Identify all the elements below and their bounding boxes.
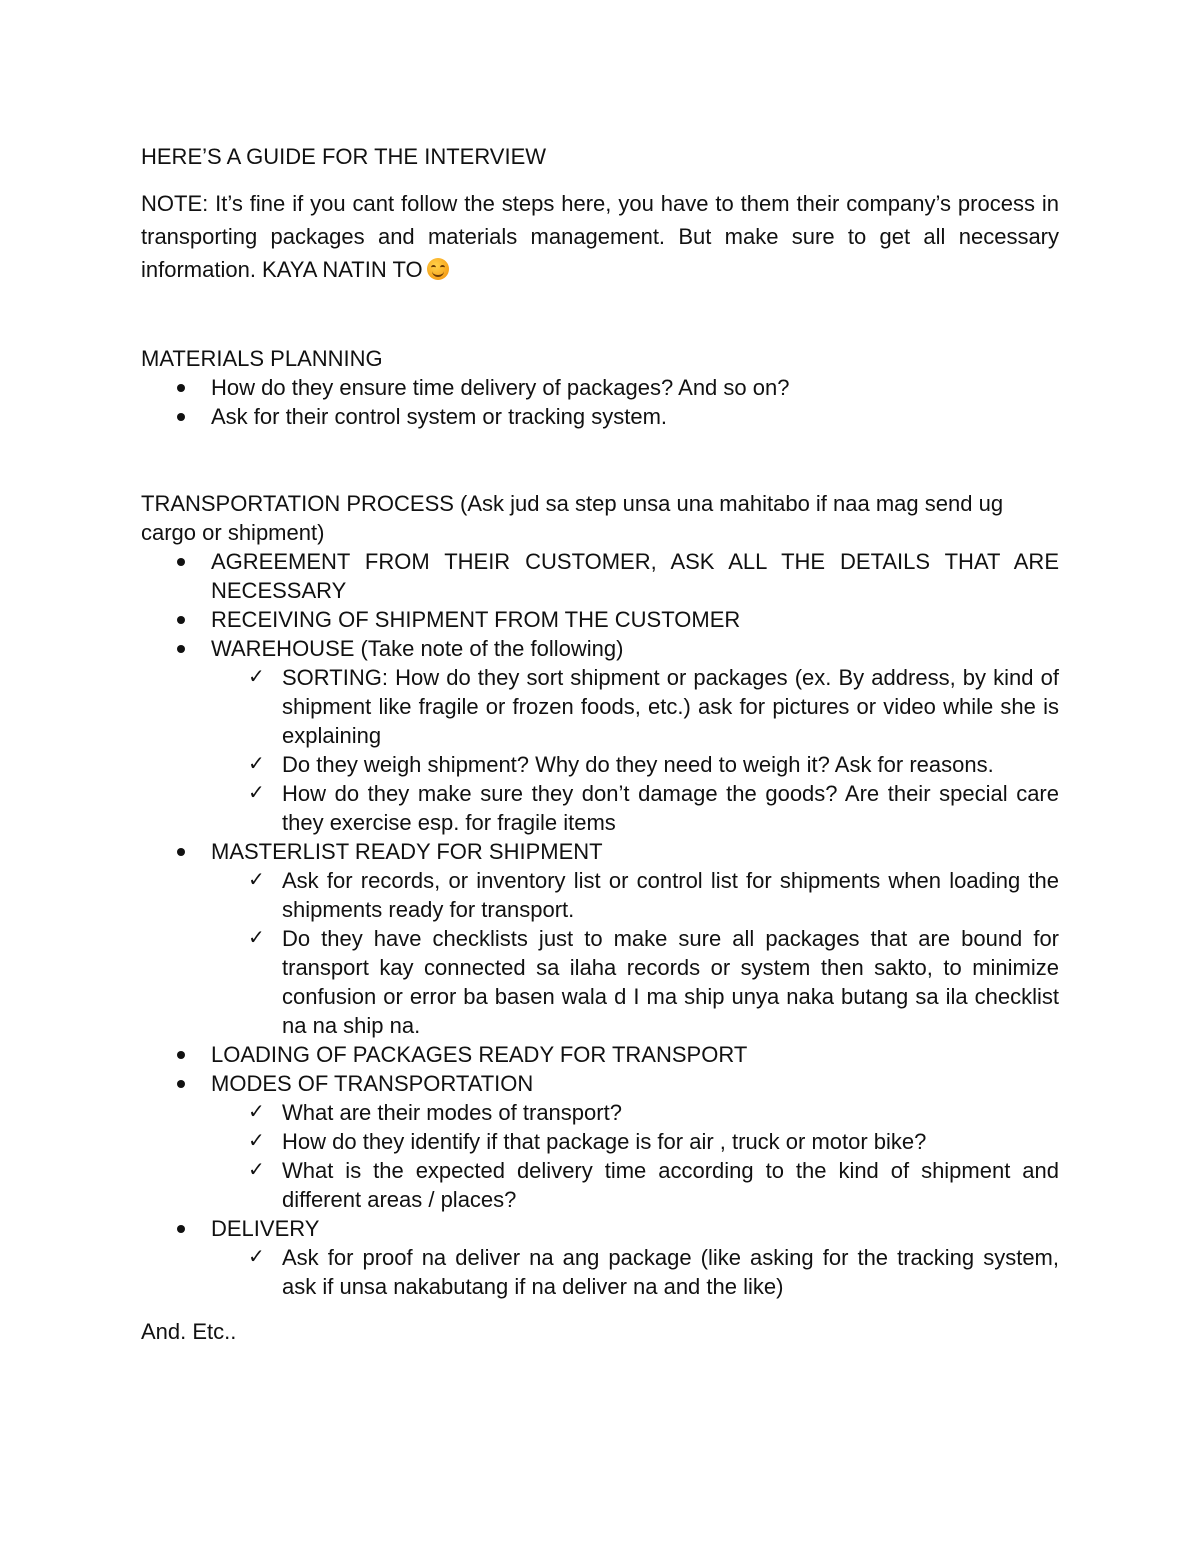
list-item [141, 837, 1059, 1040]
materials-planning-list [141, 373, 1059, 431]
checkmark-icon: ✓ [248, 666, 265, 688]
list-item-text: RECEIVING OF SHIPMENT FROM THE CUSTOMER [211, 607, 741, 632]
materials-planning-heading: MATERIALS PLANNING [141, 346, 383, 371]
list-item [141, 1214, 1059, 1301]
list-item [141, 1040, 1059, 1069]
checklist [211, 663, 1059, 837]
checklist-item-text: SORTING: How do they sort shipment or packages (ex. By address, by kind of shipment like fragile or frozen foods, etc.) ask for pictures or video while she is explaining [282, 665, 1059, 748]
transportation-process-list [141, 547, 1059, 1301]
list-item-text: Ask for their control system or tracking system. [211, 404, 668, 429]
checkmark-icon: ✓ [248, 1130, 265, 1152]
checklist [211, 1243, 1059, 1301]
bullet-icon [177, 413, 185, 421]
bullet-icon [177, 616, 185, 624]
list-item-text: AGREEMENT FROM THEIR CUSTOMER, ASK ALL THE DETAILS THAT ARE NECESSARY [211, 549, 1059, 603]
note-paragraph [141, 187, 1059, 286]
checkmark-icon: ✓ [248, 753, 265, 775]
checklist-item [141, 924, 1059, 1040]
list-item [141, 1069, 1059, 1214]
checklist-item [141, 1127, 1059, 1156]
list-item [141, 373, 1059, 402]
checklist [211, 1098, 1059, 1214]
checklist-item-text: Do they weigh shipment? Why do they need to weigh it? Ask for reasons. [282, 752, 994, 777]
list-item-text: WAREHOUSE (Take note of the following) [211, 636, 624, 661]
checkmark-icon: ✓ [248, 782, 265, 804]
checkmark-icon: ✓ [248, 1246, 265, 1268]
bullet-icon [177, 645, 185, 653]
bullet-icon [177, 384, 185, 392]
checklist-item [141, 663, 1059, 750]
list-item [141, 634, 1059, 837]
checklist-item-text: How do they identify if that package is for air , truck or motor bike? [282, 1129, 927, 1154]
document-page [141, 142, 1059, 1346]
checklist-item-text: What is the expected delivery time according to the kind of shipment and different areas / places? [282, 1158, 1059, 1212]
checklist-item [141, 750, 1059, 779]
smiling-face-emoji-icon [427, 258, 449, 280]
list-item-text: MODES OF TRANSPORTATION [211, 1071, 534, 1096]
bullet-icon [177, 1080, 185, 1088]
checklist-item [141, 866, 1059, 924]
document-title: HERE’S A GUIDE FOR THE INTERVIEW [141, 144, 547, 169]
checklist-item [141, 779, 1059, 837]
list-item [141, 605, 1059, 634]
list-item-text: How do they ensure time delivery of packages? And so on? [211, 375, 790, 400]
checklist-item-text: How do they make sure they don’t damage the goods? Are their special care they exercise esp. for fragile items [282, 781, 1059, 835]
checklist-item-text: Do they have checklists just to make sure all packages that are bound for transport kay connected sa ilaha records or system then sakto, to minimize confusion or error ba basen wala d I ma ship unya naka butang sa ila checklist na na ship na. [282, 926, 1059, 1038]
bullet-icon [177, 1051, 185, 1059]
checklist-item [141, 1098, 1059, 1127]
bullet-icon [177, 848, 185, 856]
bullet-icon [177, 558, 185, 566]
checklist-item-text: Ask for proof na deliver na ang package (like asking for the tracking system, ask if unsa nakabutang if na deliver na and the like) [282, 1245, 1059, 1299]
checklist-item [141, 1156, 1059, 1214]
list-item-text: MASTERLIST READY FOR SHIPMENT [211, 839, 603, 864]
checkmark-icon: ✓ [248, 927, 265, 949]
checkmark-icon: ✓ [248, 1101, 265, 1123]
checklist-item-text: Ask for records, or inventory list or control list for shipments when loading the shipments ready for transport. [282, 868, 1059, 922]
note-text: NOTE: It’s fine if you cant follow the steps here, you have to them their company’s process in transporting packages and materials management. But make sure to get all necessary information. KAYA NATIN TO [141, 191, 1059, 282]
list-item-text: DELIVERY [211, 1216, 320, 1241]
closing-text: And. Etc.. [141, 1319, 237, 1344]
list-item-text: LOADING OF PACKAGES READY FOR TRANSPORT [211, 1042, 748, 1067]
checklist-item-text: What are their modes of transport? [282, 1100, 622, 1125]
list-item [141, 402, 1059, 431]
transportation-process-heading: TRANSPORTATION PROCESS (Ask jud sa step unsa una mahitabo if naa mag send ug cargo or shipment) [141, 491, 1004, 545]
checklist [211, 866, 1059, 1040]
checkmark-icon: ✓ [248, 869, 265, 891]
list-item [141, 547, 1059, 605]
checkmark-icon: ✓ [248, 1159, 265, 1181]
checklist-item [141, 1243, 1059, 1301]
bullet-icon [177, 1225, 185, 1233]
